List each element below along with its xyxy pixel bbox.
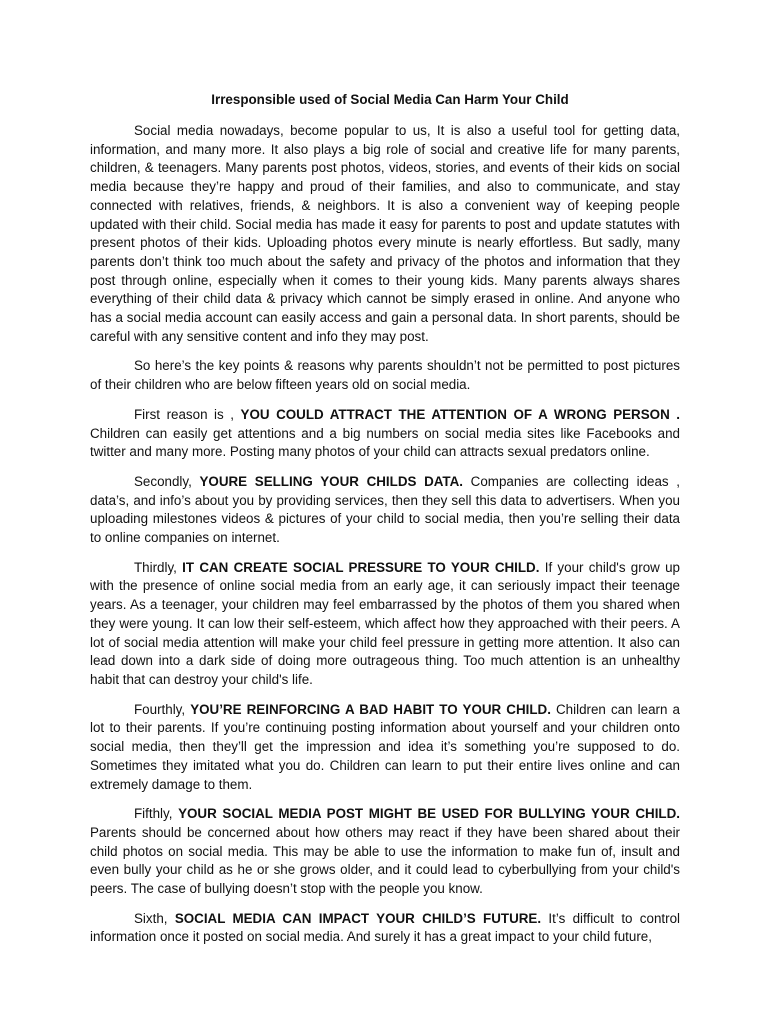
reason-paragraph-5 <box>90 805 680 899</box>
intro-paragraph-2: So here’s the key points & reasons why parents shouldn’t not be permitted to post pictures of their children who are below fifteen years old on social media. <box>90 358 680 393</box>
reason-paragraph-2 <box>90 473 680 548</box>
reason-paragraph-6 <box>90 910 680 947</box>
reason-body: If your child's grow up with the presence of online social media from an early age, it can seriously impact their teenage years. As a teenager, your children may feel embarrassed by the photos of them you shared when they were young. It can low their self-esteem, which affect how they approached with their peers. A lot of social media attention will make your child feel pressure in getting more attention. It also can lead down into a dark side of doing more outrageous thing. Too much attention is an unhealthy habit that can destroy your child's life. <box>90 559 680 687</box>
reason-paragraph-1 <box>90 406 680 462</box>
reason-heading: YOU’RE REINFORCING A BAD HABIT TO YOUR CHILD. <box>190 701 551 717</box>
reason-heading: IT CAN CREATE SOCIAL PRESSURE TO YOUR CHILD. <box>182 559 540 575</box>
reason-body: Children can easily get attentions and a big numbers on social media sites like Facebooks and twitter and many more. Posting many photos of your child can attracts sexual predators online. <box>90 425 680 460</box>
reason-body: Parents should be concerned about how others may react if they have been shared about their child photos on social media. This may be able to use the information to make fun of, insult and even bully your child as he or she grows older, and it could lead to cyberbullying from your child's peers. The case of bullying doesn’t stop with the people you know. <box>90 824 680 897</box>
reason-body: Children can learn a lot to their parents. If you’re continuing posting information about yourself and your children onto social media, then they’ll get the impression and idea it’s something you’re supposed to do. Sometimes they imitated what you do. Children can learn to put their entire lives online and can extremely damage to them. <box>90 701 680 792</box>
reason-body: Companies are collecting ideas , data’s, and info’s about you by providing services, then they sell this data to advertisers. When you uploading milestones videos & pictures of your child to social media, then you’re selling their data to online companies on internet. <box>90 473 680 546</box>
reason-lead: Fifthly, <box>134 806 179 822</box>
intro-paragraph-1: Social media nowadays, become popular to us, It is also a useful tool for getting data, information, and many more. It also plays a big role of social and creative life for many parents, children, & teenagers. Many parents post photos, videos, stories, and events of their kids on social media because they’re happy and proud of their families, and also to communicate, and stay connected with relatives, friends, & neighbors. It is also a convenient way of keeping people updated with their child. Social media has made it easy for parents to post and update statutes with present photos of their kids. Uploading photos every minute is nearly effortless. But sadly, many parents don’t think too much about the safety and privacy of the photos and information that they post through online, especially when it comes to their young kids. Many parents always shares everything of their child data & privacy which cannot be simply erased in online. And anyone who has a social media account can easily access and gain a personal data. In short parents, should be careful with any sensitive content and info they may post. <box>90 123 680 344</box>
reason-lead: Secondly, <box>134 473 200 489</box>
reason-heading: YOURE SELLING YOUR CHILDS DATA. <box>199 473 464 489</box>
reason-lead: Sixth, <box>134 910 175 926</box>
reason-lead: First reason is , <box>134 406 241 422</box>
reason-lead: Thirdly, <box>134 559 183 575</box>
reason-paragraph-4 <box>90 701 680 795</box>
reason-heading: YOUR SOCIAL MEDIA POST MIGHT BE USED FOR BULLYING YOUR CHILD. <box>178 806 680 822</box>
reason-heading: SOCIAL MEDIA CAN IMPACT YOUR CHILD’S FUTURE. <box>174 910 542 926</box>
reason-lead: Fourthly, <box>134 701 191 717</box>
reason-heading: YOU COULD ATTRACT THE ATTENTION OF A WRONG PERSON . <box>240 406 681 422</box>
reason-body: It’s difficult to control information once it posted on social media. And surely it has a great impact to your child future, <box>90 910 680 945</box>
reason-paragraph-3 <box>90 559 680 690</box>
page-title: Irresponsible used of Social Media Can Harm Your Child <box>211 92 569 107</box>
